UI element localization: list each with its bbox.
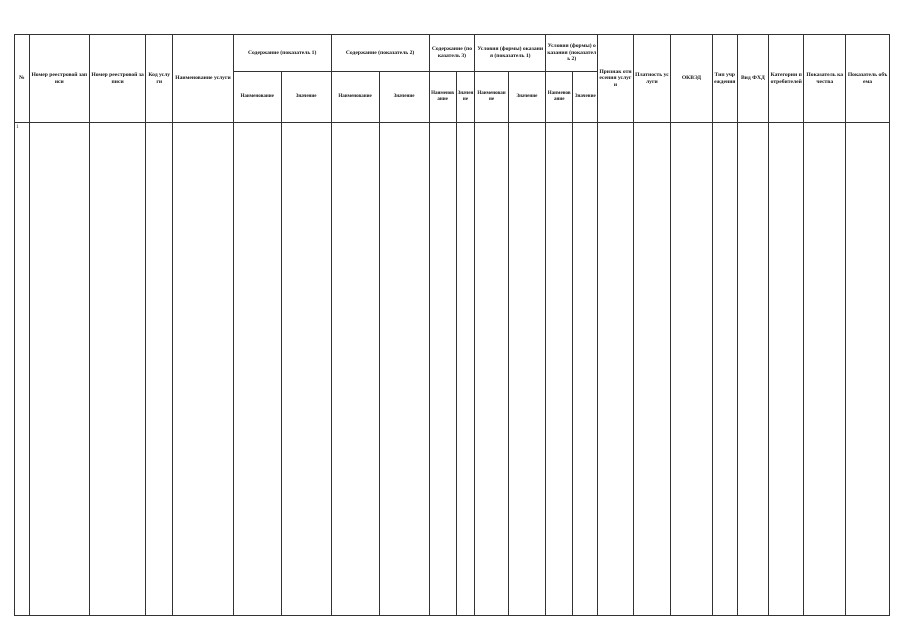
cell-sign: [598, 123, 633, 616]
cell-code: [146, 123, 173, 616]
col-paid: Платность услуги: [633, 35, 670, 123]
col-code: Код услуги: [146, 35, 173, 123]
col-quality: Показатель качества: [804, 35, 846, 123]
sub-name: Наименование: [233, 72, 281, 123]
col-form2: Условия (формы) оказания (показатель 2): [546, 35, 598, 72]
registry-table: [14, 34, 890, 616]
col-reg2: Номер реестровой записи: [89, 35, 145, 123]
col-name: Наименование услуги: [173, 35, 233, 123]
cell-reg1: [29, 123, 89, 616]
cell-c3-name: [429, 123, 456, 616]
cell-fhd: [737, 123, 768, 616]
cell-c2-name: [331, 123, 379, 616]
cell-name: [173, 123, 233, 616]
cell-c3-value: [456, 123, 475, 616]
cell-volume: [846, 123, 890, 616]
cell-c1-value: [281, 123, 331, 616]
col-volume: Показатель объема: [846, 35, 890, 123]
cell-c2-value: [379, 123, 429, 616]
sub-name: Наименование: [546, 72, 573, 123]
cell-f1-name: [475, 123, 508, 616]
cell-paid: [633, 123, 670, 616]
col-content3: Содержание (показатель 3): [429, 35, 475, 72]
col-fhd: Вид ФХД: [737, 35, 768, 123]
cell-f2-name: [546, 123, 573, 616]
cell-f1-value: [508, 123, 546, 616]
sub-name: Наименование: [331, 72, 379, 123]
cell-okved: [671, 123, 713, 616]
col-consumers: Категории потребителей: [769, 35, 804, 123]
sub-value: Значение: [379, 72, 429, 123]
col-type: Тип учреждения: [712, 35, 737, 123]
cell-quality: [804, 123, 846, 616]
sub-value: Значение: [508, 72, 546, 123]
table-row: [15, 123, 890, 616]
registry-table-sheet: [14, 34, 890, 614]
col-okved: ОКВЭД: [671, 35, 713, 123]
cell-c1-name: [233, 123, 281, 616]
sub-value: Значение: [573, 72, 598, 123]
sub-name: Наименование: [475, 72, 508, 123]
col-sign: Признак отнесения услуги: [598, 35, 633, 123]
col-reg1: Номер реестровой записи: [29, 35, 89, 123]
cell-reg2: [89, 123, 145, 616]
cell-number: 1: [15, 123, 30, 616]
col-form1: Условия (формы) оказания (показатель 1): [475, 35, 546, 72]
sub-value: Значение: [456, 72, 475, 123]
sub-name: Наименование: [429, 72, 456, 123]
cell-type: [712, 123, 737, 616]
cell-f2-value: [573, 123, 598, 616]
col-content1: Содержание (показатель 1): [233, 35, 331, 72]
cell-consumers: [769, 123, 804, 616]
col-content2: Содержание (показатель 2): [331, 35, 429, 72]
col-number: №: [15, 35, 30, 123]
sub-value: Значение: [281, 72, 331, 123]
